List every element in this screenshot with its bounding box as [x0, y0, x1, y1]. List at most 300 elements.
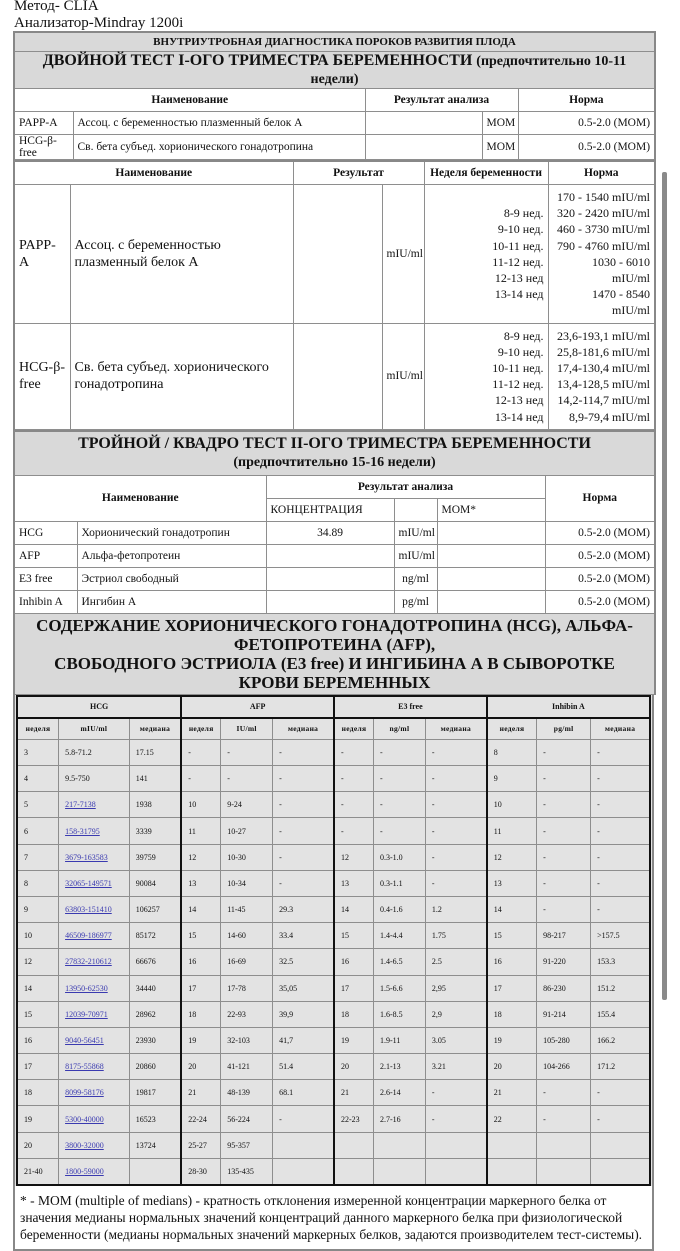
hcg-range-link[interactable]: 27832-210612 [65, 957, 112, 967]
table-cell: - [537, 792, 591, 818]
hcg-range-link[interactable]: 3679-163583 [65, 852, 108, 862]
section-title: ВНУТРИУТРОБНАЯ ДИАГНОСТИКА ПОРОКОВ РАЗВИТИЯ ПЛОДА [14, 32, 655, 52]
table-cell: - [273, 870, 334, 896]
table-cell: 39759 [129, 844, 181, 870]
table-cell: 2.5 [425, 949, 486, 975]
norm-item: 13,4-128,5 mIU/ml [557, 377, 651, 392]
hcg-range-link[interactable]: 8175-55868 [65, 1062, 104, 1072]
table-cell [59, 1158, 130, 1185]
table-cell: 20 [17, 1132, 59, 1158]
table-cell [334, 1132, 373, 1158]
norm-value: 0.5-2.0 (MOM) [518, 135, 655, 160]
table-cell: 106257 [129, 896, 181, 922]
table-cell: 28-30 [181, 1158, 220, 1185]
subheader-cell: pg/ml [537, 718, 591, 740]
table-row [17, 975, 650, 1001]
table-row [14, 112, 655, 135]
week-item: 11-12 нед. [492, 254, 544, 269]
col-header-mom: MOM* [437, 498, 545, 521]
mom-value [437, 521, 545, 544]
table-cell: - [334, 792, 373, 818]
norm-item: 23,6-193,1 mIU/ml [557, 328, 651, 343]
hcg-range-link[interactable]: 3800-32000 [65, 1140, 104, 1150]
table-cell: 11 [487, 818, 537, 844]
table-cell: 0.3-1.1 [373, 870, 425, 896]
table-cell: 17-78 [221, 975, 273, 1001]
table-cell: - [273, 766, 334, 792]
week-item: 9-10 нед. [497, 344, 544, 359]
table-cell: 51.4 [273, 1054, 334, 1080]
weekly-norms-table [13, 160, 656, 430]
table-row [17, 870, 650, 896]
table-cell: 104-266 [537, 1054, 591, 1080]
table-cell: - [537, 896, 591, 922]
concentration-value: 34.89 [266, 521, 394, 544]
table-cell: 17.15 [129, 739, 181, 765]
table-cell: - [591, 818, 650, 844]
scrollbar[interactable] [662, 172, 667, 1000]
table-cell: 1.2 [425, 896, 486, 922]
table-cell: 22-93 [221, 1001, 273, 1027]
table-row [17, 1106, 650, 1132]
week-item: 13-14 нед [494, 409, 544, 424]
analyzer-label: Анализатор-Mindray 1200i [14, 15, 184, 31]
table-cell: 0.4-1.6 [373, 896, 425, 922]
table-row [17, 949, 650, 975]
week-item: 10-11 нед. [492, 238, 544, 253]
table-row [17, 792, 650, 818]
reference-table [16, 695, 651, 1186]
norm-value: 0.5-2.0 (MOM) [545, 521, 655, 544]
table-cell: 21 [334, 1080, 373, 1106]
table-cell: 14 [17, 975, 59, 1001]
table-cell: 68.1 [273, 1080, 334, 1106]
result-value [293, 323, 382, 429]
table-cell: - [273, 792, 334, 818]
subheader-cell: mIU/ml [59, 718, 130, 740]
table-cell: 41,7 [273, 1027, 334, 1053]
table-cell: - [537, 739, 591, 765]
table-cell: 17 [181, 975, 220, 1001]
norm-item: 1030 - 6010 mIU/ml [592, 254, 651, 286]
table-row [17, 1158, 650, 1185]
table-cell: 10-27 [221, 818, 273, 844]
triple-test-title-main: ТРОЙНОЙ / КВАДРО ТЕСТ II-ОГО ТРИМЕСТРА БЕРЕМЕННОСТИ [78, 434, 591, 452]
table-cell: 13724 [129, 1132, 181, 1158]
table-cell: 1.5-6.6 [373, 975, 425, 1001]
table-cell: 1.6-8.5 [373, 1001, 425, 1027]
table-cell: 17 [487, 975, 537, 1001]
analyte-name: Св. бета субъед. хорионического гонадотропина [73, 135, 365, 160]
result-unit: mIU/ml [382, 323, 424, 429]
norm-item: 320 - 2420 mIU/ml [557, 206, 651, 221]
table-cell: 35,05 [273, 975, 334, 1001]
table-cell: 10 [487, 792, 537, 818]
table-cell: 141 [129, 766, 181, 792]
group-header-afp: AFP [181, 696, 334, 718]
reference-title-line2: СВОБОДНОГО ЭСТРИОЛА (E3 free) И ИНГИБИНА А В СЫВОРОТКЕ КРОВИ БЕРЕМЕННЫХ [54, 653, 615, 692]
table-cell: - [537, 1106, 591, 1132]
table-cell: 15 [487, 923, 537, 949]
table-cell: 98-217 [537, 923, 591, 949]
col-header-name: Наименование [14, 161, 293, 185]
table-cell: - [273, 739, 334, 765]
table-row [14, 323, 655, 429]
table-cell: 22-24 [181, 1106, 220, 1132]
analyte-name: Ассоц. с беременностью плазменный белок А [73, 112, 365, 135]
week-item: 8-9 нед. [503, 328, 544, 343]
result-unit: MOM [482, 112, 518, 135]
table-cell: 4 [17, 766, 59, 792]
table-cell: 34440 [129, 975, 181, 1001]
reference-title-line1: СОДЕРЖАНИЕ ХОРИОНИЧЕСКОГО ГОНАДОТРОПИНА (HCG), АЛЬФА-ФЕТОПРОТЕИНА (AFP), [36, 615, 633, 654]
table-row [17, 1132, 650, 1158]
norm-item: 25,8-181,6 mIU/ml [557, 344, 651, 359]
table-cell: - [537, 1080, 591, 1106]
table-cell: 9-24 [221, 792, 273, 818]
table-row [14, 567, 655, 590]
week-item: 12-13 нед [494, 393, 544, 408]
triple-test-title-note: (предпочтительно 15-16 недели) [233, 454, 436, 470]
subheader-cell: неделя [17, 718, 59, 740]
table-cell: 3339 [129, 818, 181, 844]
table-cell: 56-224 [221, 1106, 273, 1132]
table-cell: - [373, 792, 425, 818]
table-cell: 8 [17, 870, 59, 896]
table-cell: 2.7-16 [373, 1106, 425, 1132]
analyte-name: Альфа-фетопротеин [77, 544, 266, 567]
table-row [17, 844, 650, 870]
result-unit: mIU/ml [394, 521, 437, 544]
table-row [17, 739, 650, 765]
table-row [17, 896, 650, 922]
table-cell: - [273, 818, 334, 844]
result-unit: pg/ml [394, 590, 437, 613]
table-cell: 29.3 [273, 896, 334, 922]
table-cell [59, 1106, 130, 1132]
table-cell: - [591, 766, 650, 792]
concentration-value [266, 567, 394, 590]
group-header-hcg: HCG [17, 696, 181, 718]
table-cell: 21 [181, 1080, 220, 1106]
table-cell: 135-435 [221, 1158, 273, 1185]
subheader-cell: ng/ml [373, 718, 425, 740]
table-cell: 10-30 [221, 844, 273, 870]
norm-value: 0.5-2.0 (MOM) [545, 544, 655, 567]
table-cell: - [537, 844, 591, 870]
table-cell [59, 1132, 130, 1158]
table-cell: - [425, 844, 486, 870]
table-cell: 5.8-71.2 [59, 739, 130, 765]
col-header-result: Результат [293, 161, 424, 185]
table-cell [537, 1158, 591, 1185]
result-value [365, 112, 482, 135]
table-cell [59, 1054, 130, 1080]
hcg-range-link[interactable]: 158-31795 [65, 826, 100, 836]
table-cell [59, 1080, 130, 1106]
table-cell [59, 818, 130, 844]
table-cell: 15 [334, 923, 373, 949]
table-cell: - [591, 1080, 650, 1106]
norm-value: 0.5-2.0 (MOM) [518, 112, 655, 135]
table-cell: - [591, 1106, 650, 1132]
norm-item: 460 - 3730 mIU/ml [557, 222, 651, 237]
table-cell: 16-69 [221, 949, 273, 975]
double-test-title-note: (предпочтительно 10-11 недели) [310, 54, 627, 87]
table-cell: - [221, 766, 273, 792]
table-cell: 12 [487, 844, 537, 870]
table-cell: 2.6-14 [373, 1080, 425, 1106]
table-cell [59, 870, 130, 896]
table-cell: 155.4 [591, 1001, 650, 1027]
table-cell: - [273, 844, 334, 870]
table-cell: 12 [181, 844, 220, 870]
table-cell: 1938 [129, 792, 181, 818]
mom-value [437, 590, 545, 613]
table-cell [59, 975, 130, 1001]
norm-item: 1470 - 8540 mIU/ml [592, 287, 651, 318]
table-cell: 13 [334, 870, 373, 896]
hcg-range-link[interactable]: 12039-70971 [65, 1009, 108, 1019]
table-cell: - [591, 896, 650, 922]
hcg-range-link[interactable]: 13950-62530 [65, 983, 108, 993]
analyte-code: AFP [14, 544, 77, 567]
week-item: 11-12 нед. [492, 377, 544, 392]
table-cell: 15 [17, 1001, 59, 1027]
table-cell [273, 1158, 334, 1185]
table-cell [59, 1001, 130, 1027]
table-row [14, 185, 655, 324]
table-cell [59, 896, 130, 922]
analyte-name: Св. бета субъед. хорионического гонадотропина [70, 323, 293, 429]
table-cell: 90084 [129, 870, 181, 896]
analyte-name: Ингибин А [77, 590, 266, 613]
table-cell: 10 [181, 792, 220, 818]
table-cell: 21 [487, 1080, 537, 1106]
table-cell: - [425, 818, 486, 844]
group-header-e3: E3 free [334, 696, 487, 718]
table-cell: 9 [487, 766, 537, 792]
hcg-range-link[interactable]: 32065-149571 [65, 878, 112, 888]
table-cell: 3.21 [425, 1054, 486, 1080]
col-header-norm: Норма [545, 475, 655, 521]
analyte-code: HCG-β-free [14, 135, 73, 160]
table-cell: - [537, 870, 591, 896]
col-header-unit [394, 498, 437, 521]
table-cell: - [537, 818, 591, 844]
col-header-concentration: КОНЦЕНТРАЦИЯ [266, 498, 394, 521]
hcg-range-link[interactable]: 217-7138 [65, 800, 96, 810]
table-cell: 14 [334, 896, 373, 922]
hcg-range-link[interactable]: 1800-59000 [65, 1166, 104, 1176]
table-cell: 17 [334, 975, 373, 1001]
table-cell: 91-214 [537, 1001, 591, 1027]
table-cell: 13 [181, 870, 220, 896]
table-cell: 18 [487, 1001, 537, 1027]
table-row [17, 766, 650, 792]
table-cell: - [591, 870, 650, 896]
table-row [17, 923, 650, 949]
table-cell: 20 [487, 1054, 537, 1080]
table-cell: 11 [181, 818, 220, 844]
table-row [14, 521, 655, 544]
result-value [293, 185, 382, 324]
mom-value [437, 567, 545, 590]
table-cell: - [373, 818, 425, 844]
table-cell [59, 792, 130, 818]
table-cell: 18 [181, 1001, 220, 1027]
week-item: 9-10 нед. [497, 222, 544, 237]
table-cell [59, 949, 130, 975]
table-cell: >157.5 [591, 923, 650, 949]
table-cell: - [373, 739, 425, 765]
table-cell: 2.1-13 [373, 1054, 425, 1080]
table-cell: 6 [17, 818, 59, 844]
table-cell: - [273, 1106, 334, 1132]
table-cell: 66676 [129, 949, 181, 975]
table-cell: - [373, 766, 425, 792]
analyte-code: E3 free [14, 567, 77, 590]
table-cell [59, 923, 130, 949]
table-cell: 1.75 [425, 923, 486, 949]
week-item: 13-14 нед [494, 287, 544, 302]
table-cell: 151.2 [591, 975, 650, 1001]
table-row [14, 135, 655, 160]
table-cell: 32-103 [221, 1027, 273, 1053]
table-cell [537, 1132, 591, 1158]
analyte-name: Эстриол свободный [77, 567, 266, 590]
table-cell: 39,9 [273, 1001, 334, 1027]
double-test-title [14, 52, 655, 89]
table-cell [373, 1132, 425, 1158]
double-test-table [13, 31, 656, 160]
hcg-range-link[interactable]: 5300-40000 [65, 1114, 104, 1124]
subheader-cell: медиана [129, 718, 181, 740]
concentration-value [266, 590, 394, 613]
table-row [17, 1080, 650, 1106]
table-cell: 22-23 [334, 1106, 373, 1132]
table-cell: 166.2 [591, 1027, 650, 1053]
table-cell [59, 1027, 130, 1053]
norm-value: 0.5-2.0 (MOM) [545, 590, 655, 613]
norm-item: 17,4-130,4 mIU/ml [557, 361, 651, 376]
subheader-cell: медиана [591, 718, 650, 740]
table-cell: 14 [487, 896, 537, 922]
col-header-result: Результат анализа [365, 89, 518, 112]
table-cell: 7 [17, 844, 59, 870]
table-cell: 1.4-4.4 [373, 923, 425, 949]
table-cell: - [334, 766, 373, 792]
norm-item: 8,9-79,4 mIU/ml [569, 409, 651, 424]
table-cell: 1.4-6.5 [373, 949, 425, 975]
hcg-range-link[interactable]: 8099-58176 [65, 1088, 104, 1098]
table-cell: - [425, 1106, 486, 1132]
table-cell: 21-40 [17, 1158, 59, 1185]
table-cell: - [181, 739, 220, 765]
table-cell: 20 [181, 1054, 220, 1080]
table-cell: - [425, 1080, 486, 1106]
table-cell [59, 844, 130, 870]
table-cell [591, 1132, 650, 1158]
table-cell: 12 [334, 844, 373, 870]
table-cell [425, 1158, 486, 1185]
table-cell: 18 [17, 1080, 59, 1106]
col-header-name: Наименование [14, 89, 365, 112]
subheader-cell: неделя [334, 718, 373, 740]
table-cell: 16 [487, 949, 537, 975]
table-cell: 0.3-1.0 [373, 844, 425, 870]
table-cell: 2,9 [425, 1001, 486, 1027]
analyte-name: Ассоц. с беременностью плазменный белок А [70, 185, 293, 324]
mom-footnote: * - MOM (multiple of medians) - кратность отклонения измеренной концентрации маркерного белка от значения медианы нормальных значений концентраций данного маркерного белка при физиологической беременности (медианы нормальных значений маркерных белков, задаются производителем тест-системы). [13, 1186, 654, 1251]
analyte-code: Inhibin A [14, 590, 77, 613]
concentration-value [266, 544, 394, 567]
week-item: 8-9 нед. [503, 206, 544, 221]
col-header-week: Неделя беременности [424, 161, 548, 185]
result-unit: ng/ml [394, 567, 437, 590]
table-cell: 17 [17, 1054, 59, 1080]
subheader-cell: медиана [425, 718, 486, 740]
table-cell [487, 1132, 537, 1158]
table-cell: 153.3 [591, 949, 650, 975]
table-cell: 9 [17, 896, 59, 922]
analyte-code: PAPP-A [14, 112, 73, 135]
table-cell: - [591, 844, 650, 870]
norm-list [548, 185, 655, 324]
table-cell [487, 1158, 537, 1185]
table-cell: 171.2 [591, 1054, 650, 1080]
table-cell: 19 [181, 1027, 220, 1053]
reference-table-wrap [13, 695, 654, 1186]
hcg-range-link[interactable]: 63803-151410 [65, 905, 112, 915]
table-cell [334, 1158, 373, 1185]
table-row [17, 818, 650, 844]
mom-value [437, 544, 545, 567]
table-cell: 16523 [129, 1106, 181, 1132]
table-cell: 20860 [129, 1054, 181, 1080]
table-cell: 8 [487, 739, 537, 765]
col-header-norm: Норма [518, 89, 655, 112]
table-cell [591, 1158, 650, 1185]
norm-list [548, 323, 655, 429]
table-cell: - [537, 766, 591, 792]
table-cell: 25-27 [181, 1132, 220, 1158]
triple-test-title [14, 431, 655, 476]
triple-test-table [13, 430, 656, 695]
table-row [17, 1027, 650, 1053]
hcg-range-link[interactable]: 46509-186977 [65, 931, 112, 941]
analyte-code: HCG-β-free [14, 323, 70, 429]
table-cell: 20 [334, 1054, 373, 1080]
table-cell: 15 [181, 923, 220, 949]
analyte-code: PAPP-A [14, 185, 70, 324]
table-cell: 19 [487, 1027, 537, 1053]
table-cell: 12 [17, 949, 59, 975]
table-cell: 5 [17, 792, 59, 818]
reference-title [14, 613, 655, 694]
table-cell: 28962 [129, 1001, 181, 1027]
table-cell: - [181, 766, 220, 792]
hcg-range-link[interactable]: 9040-56451 [65, 1036, 104, 1045]
norm-value: 0.5-2.0 (MOM) [545, 567, 655, 590]
table-cell: 41-121 [221, 1054, 273, 1080]
week-list [424, 185, 548, 324]
norm-item: 790 - 4760 mIU/ml [557, 238, 651, 253]
table-cell: 1.9-11 [373, 1027, 425, 1053]
report-page [13, 31, 654, 1251]
table-cell: 105-280 [537, 1027, 591, 1053]
table-row [17, 1054, 650, 1080]
